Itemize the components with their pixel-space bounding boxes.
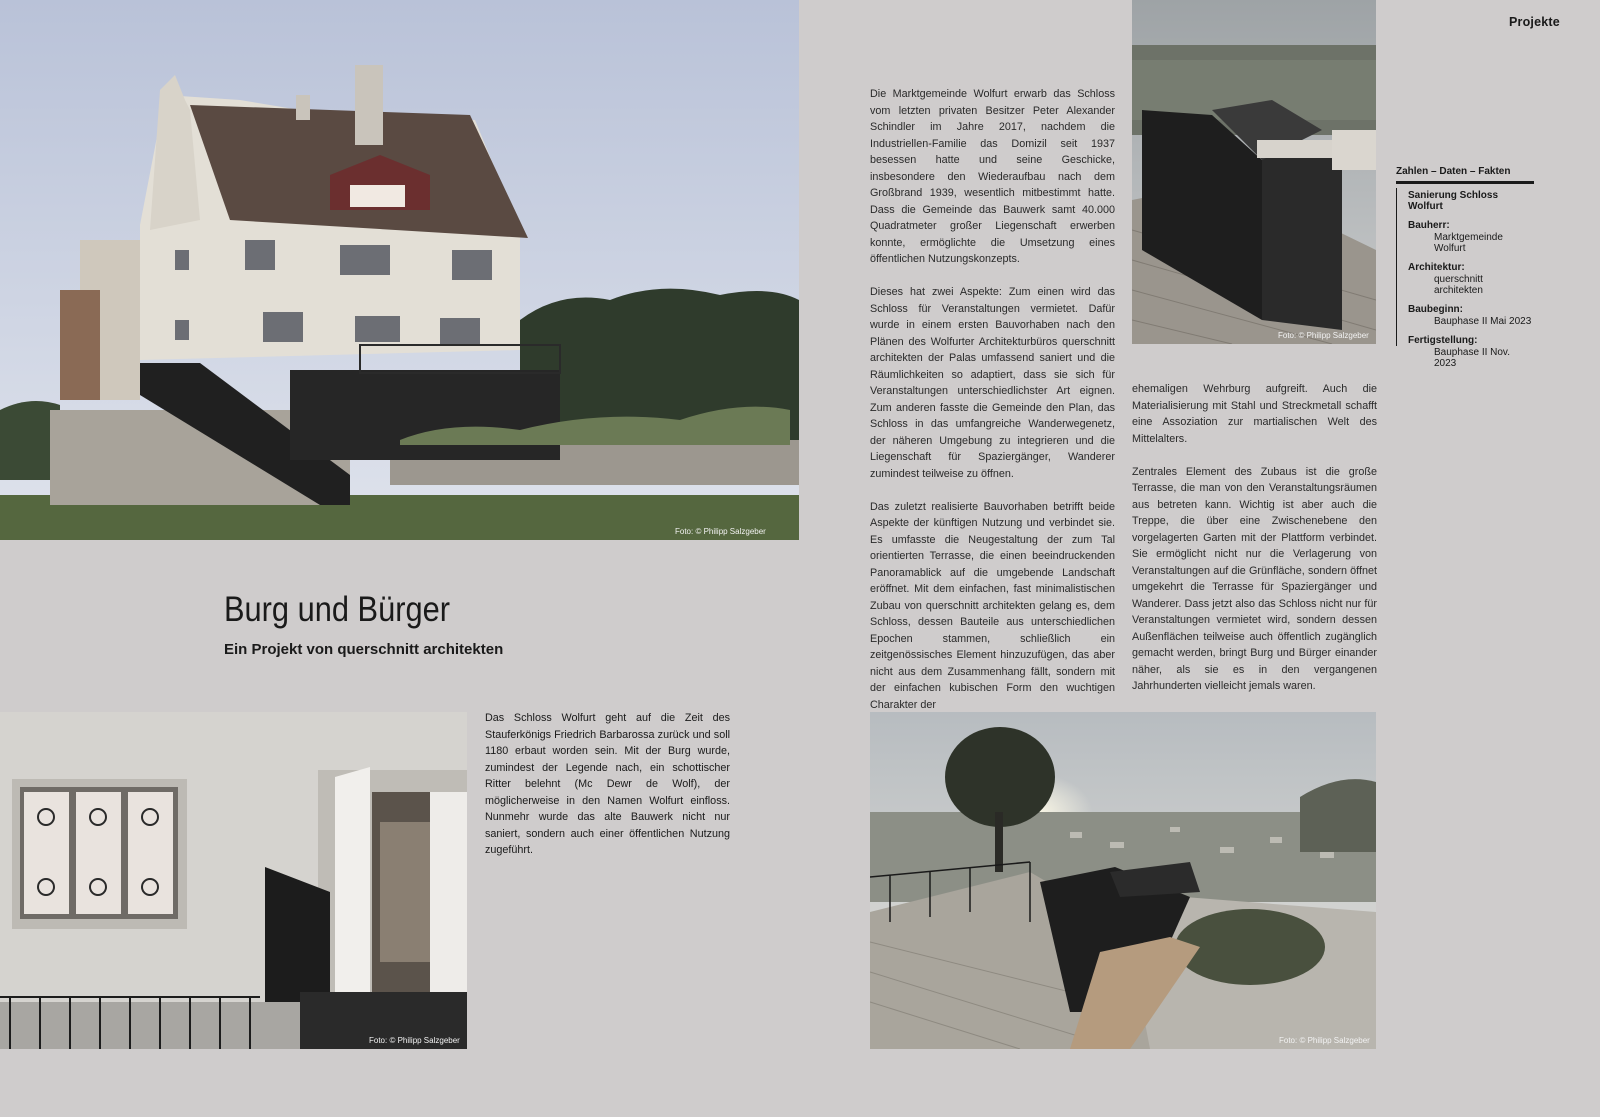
facts-label: Fertigstellung: [1408,335,1478,346]
intro-text: Das Schloss Wolfurt geht auf die Zeit des Stauferkönigs Friedrich Barbarossa zurück und soll 1180 erbaut worden sein. Mit der Burg wurde, zumindest der Legende nach, ein schottischer Ritter belehnt (Mc Dewr de Wolf), der möglicherweise in den Namen Wolfurt einfloss. Nunmehr wurde das alte Bauwerk nicht nur saniert, sondern auch einer öffentlichen Nutzung zugeführt. [485,712,730,856]
body-paragraph: Zentrales Element des Zubaus ist die große Terrasse, die man von den Veranstaltungsräumen aus betreten kann. Wichtig ist aber auch die Treppe, die über eine Zwischenebene den vorgelagerten Garten mit der Plattform verbindet. Sie ermöglicht nicht nur die Verlagerung von Veranstaltungen auf die Grünfläche, sondern öffnet umgekehrt die Terrasse für Spaziergänger und Wanderer. Dass jetzt also das Schloss nicht nur für Veranstaltungen vermietet wird, sondern dessen Außenflächen teilweise auch öffentlich zugänglich gemacht werden, bringt Burg und Bürger einander näher, als sie es in den vergangenen Jahrhunderten vielleicht jemals waren. [1132,465,1377,692]
section-label-right: Projekte [1509,15,1560,29]
photo-credit: Foto: © Philipp Salzgeber [369,1036,460,1045]
article-subtitle: Ein Projekt von querschnitt architekten [224,641,504,658]
facts-label: Bauherr: [1408,220,1450,231]
intro-paragraph [485,710,730,859]
facts-value: Marktgemeinde Wolfurt [1434,232,1503,254]
photo-credit: Foto: © Philipp Salzgeber [1278,331,1369,340]
castle-photo [0,0,799,540]
entrance-photo [0,712,467,1049]
body-paragraph: Dieses hat zwei Aspekte: Zum einen wird das Schloss für Veranstaltungen vermietet. Dafür wurde in einem ersten Bauvorhaben nach den Plänen des Wolfurter Architekturbüros querschnitt architekten der Palas umfassend saniert und die Räumlichkeiten so adaptiert, dass sie sich für Veranstaltungen unterschiedlichster Art eignen. Zum anderen fasste die Gemeinde den Plan, das Schloss in das umfangreiche Wanderwegenetz, der näheren Umgebung zu integrieren und die Liegenschaft für Spaziergänger, Wanderer zumindest teilweise zu öffnen. [870,286,1115,480]
body-paragraph: Das zuletzt realisierte Bauvorhaben betrifft beide Aspekte der künftigen Nutzung und verbindet sie. Es umfasste die Neugestaltung der zum Tal orientierten Terrasse, die einen beeindruckenden Panoramablick auf die umgebende Landschaft eröffnet. Mit dem einfachen, fast minimalistischen Zubau von querschnitt architekten gelang es, dem Schloss, dessen Bauteile aus unterschiedlichen Epochen stammen, schließlich ein zeitgenössisches Element hinzuzufügen, das aber nicht aus dem Zusammenhang fällt, sondern mit der einfachen kubischen Form den wuchtigen Charakter der [870,500,1115,711]
photo-credit: Foto: © Philipp Salzgeber [1279,1036,1370,1045]
facts-box [1396,166,1534,369]
facts-label: Baubeginn: [1408,304,1463,315]
article-title: Burg und Bürger [224,590,451,629]
body-column-2 [1132,381,1377,695]
body-paragraph: Die Marktgemeinde Wolfurt erwarb das Schloss vom letzten privaten Besitzer Peter Alexander Schindler im Jahre 2017, nachdem die Industriellen-Familie das Domizil seit 1937 besessen hatte und seine Geschicke, insbesondere den Wiederaufbau nach dem Großbrand 1939, wesentlich mitbestimmt hatte. Dass die Gemeinde das Bauwerk samt 40.000 Quadratmeter großer Liegenschaft erwerben konnte, ermöglichte die Umsetzung eines öffentlichen Nutzungskonzepts. [870,88,1115,265]
body-paragraph: ehemaligen Wehrburg aufgreift. Auch die Materialisierung mit Stahl und Streckmetall schafft eine Assoziation zur martialischen Welt des Mittelalters. [1132,383,1377,445]
facts-rule [1396,181,1534,184]
facts-value: Bauphase II Mai 2023 [1434,316,1532,327]
facts-heading: Zahlen – Daten – Fakten [1396,166,1511,177]
terrace-photo-top [1132,0,1376,344]
facts-value: Bauphase II Nov. 2023 [1434,347,1510,369]
photo-credit: Foto: © Philipp Salzgeber [675,527,766,536]
facts-project: Sanierung Schloss Wolfurt [1408,190,1499,212]
facts-vertical-rule [1396,188,1397,346]
body-column-1 [870,86,1115,713]
panorama-photo [870,712,1376,1049]
facts-value: querschnitt architekten [1434,274,1483,296]
facts-label: Architektur: [1408,262,1465,273]
